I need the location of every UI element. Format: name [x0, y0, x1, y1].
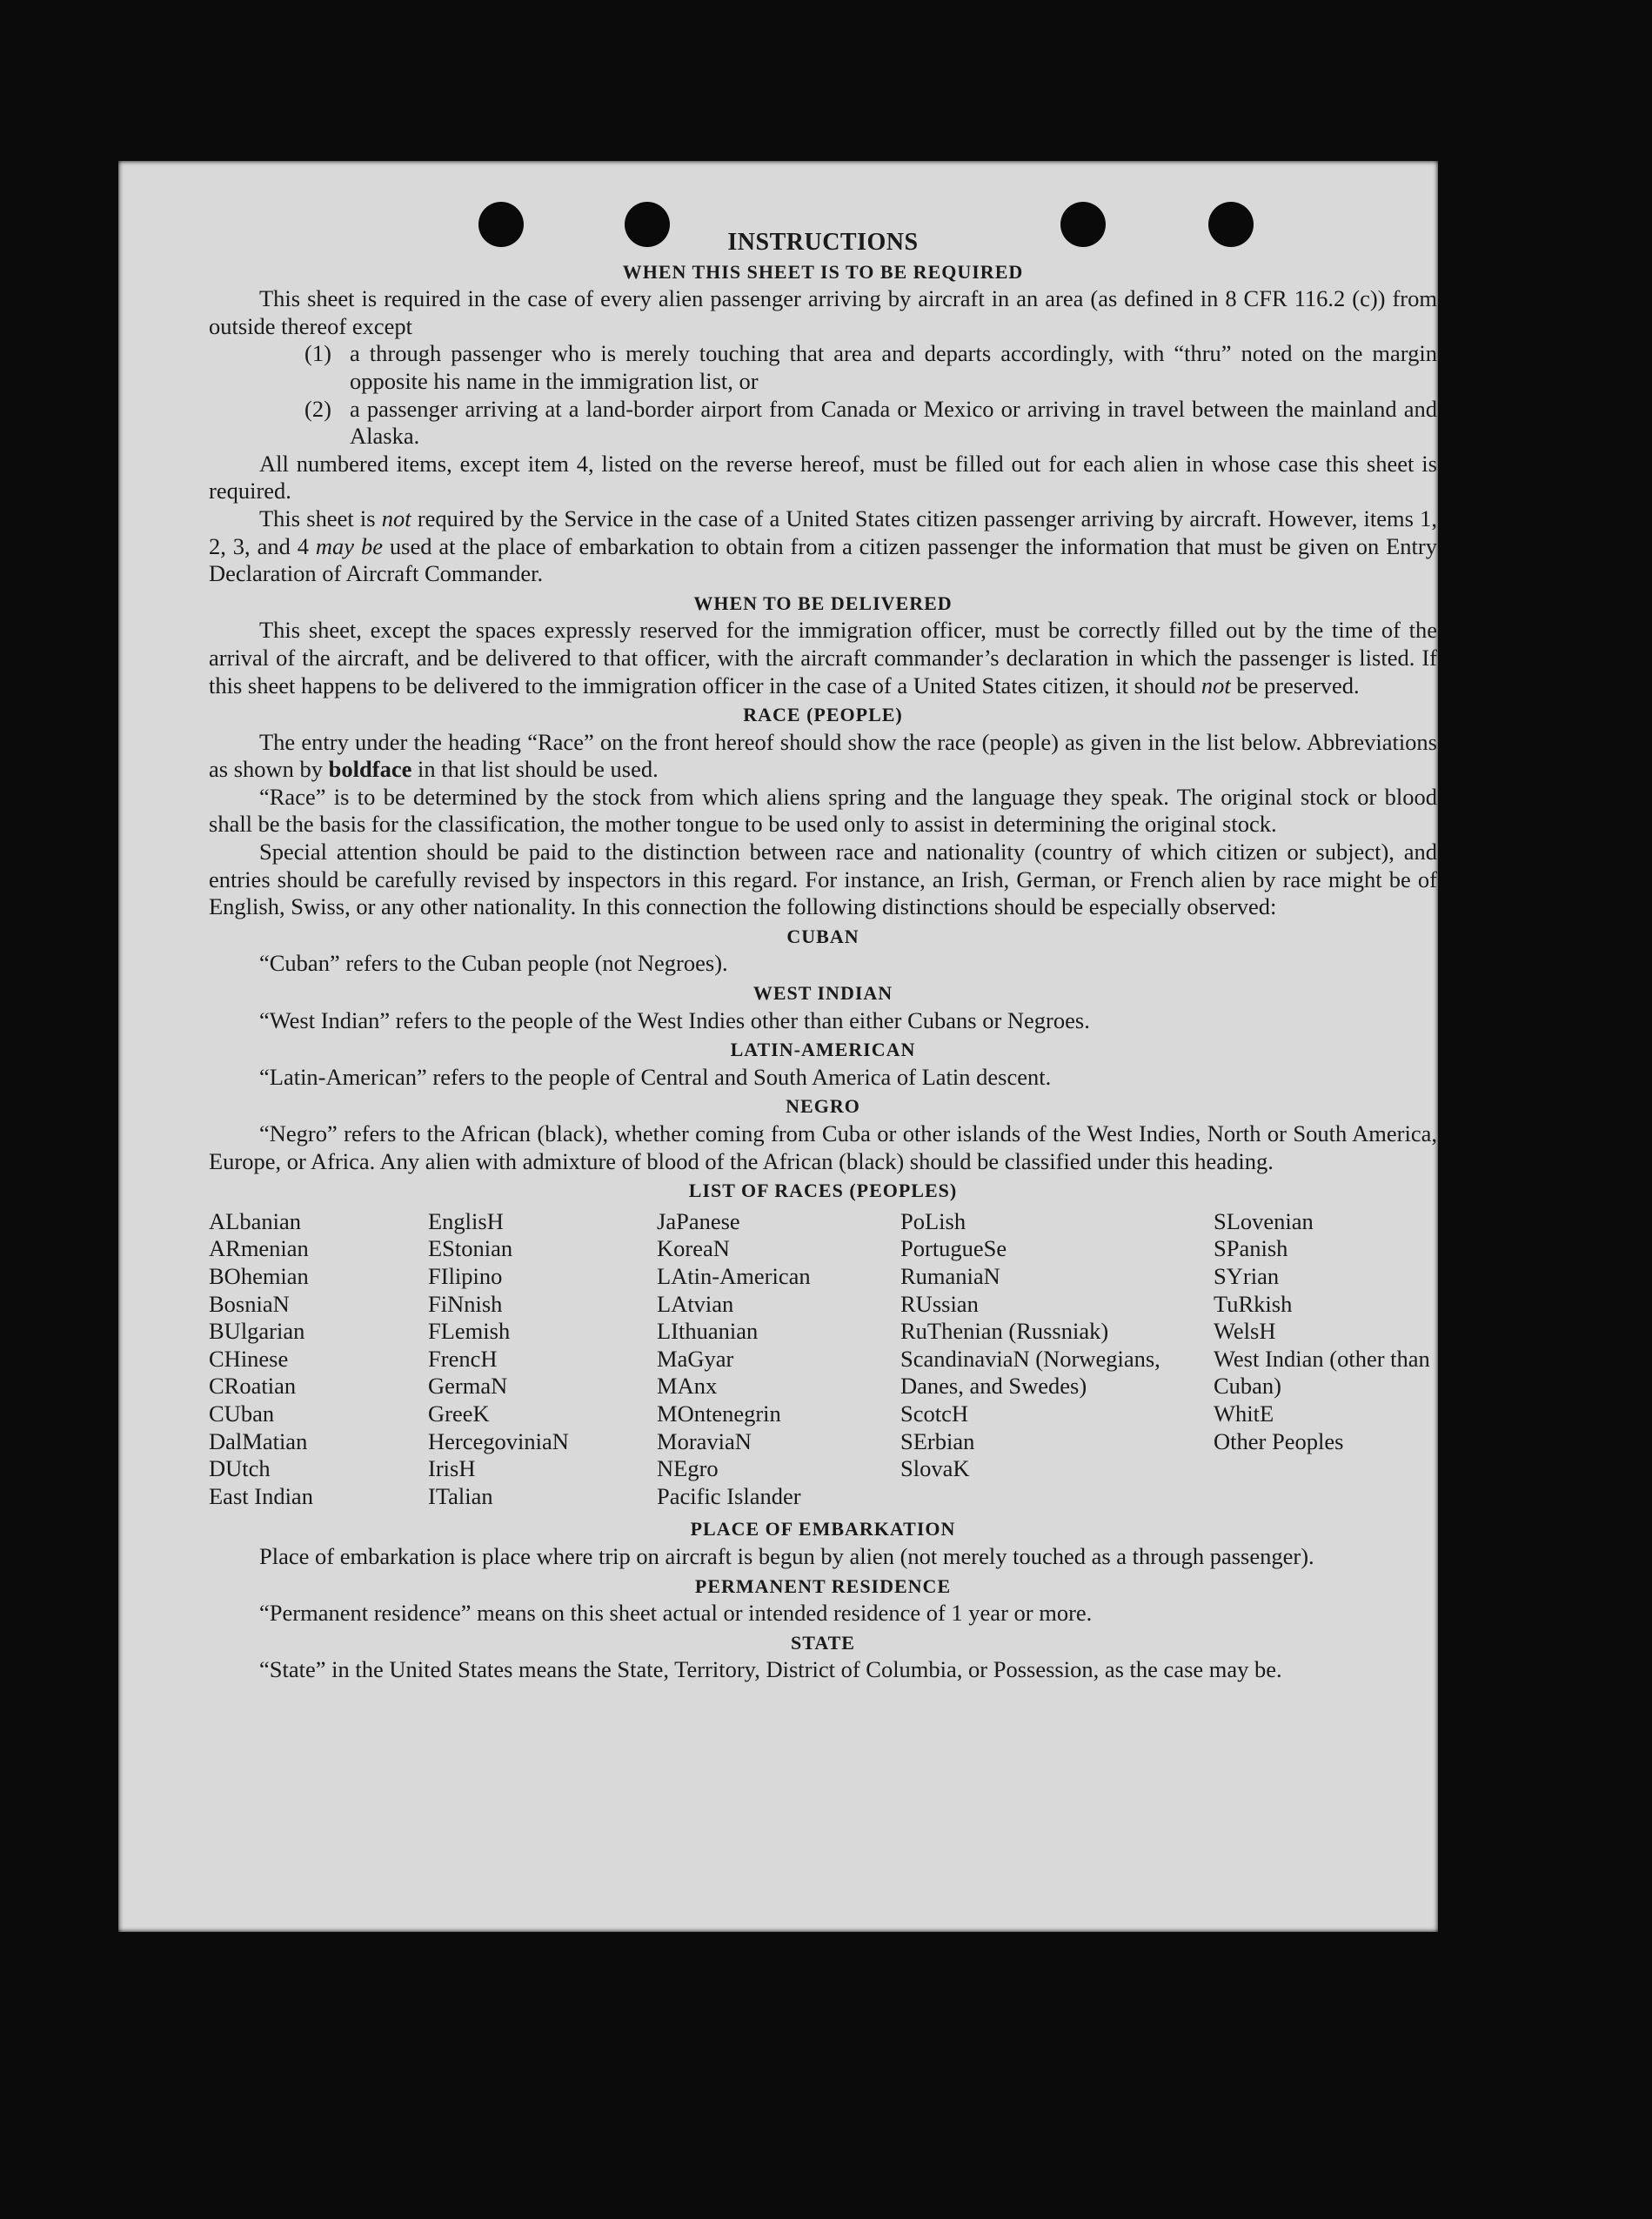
- text-run: used at the place of embarkation to obtain from a citizen passenger the information that must be given on Entry Declaration of Aircraft Commander.: [209, 532, 1437, 587]
- race-item: DUtch: [209, 1455, 271, 1482]
- race-item: PortugueSe: [900, 1235, 1007, 1262]
- race-item: SErbian: [900, 1427, 975, 1454]
- race-item: SYrian: [1214, 1262, 1280, 1289]
- race-item: BUlgarian: [209, 1318, 305, 1345]
- race-item: MOntenegrin: [657, 1400, 781, 1427]
- race-item: KoreaN: [657, 1235, 730, 1262]
- paragraph: This sheet is required in the case of every alien passenger arriving by aircraft in an area (as defined in 8 CFR 116.2 (c)) from outside thereof except: [209, 285, 1437, 339]
- section-heading: RACE (PEOPLE): [743, 704, 903, 726]
- paragraph: “West Indian” refers to the people of the West Indies other than either Cubans or Negroes.: [259, 1006, 1090, 1033]
- race-item: West Indian (other than Cuban): [1214, 1345, 1430, 1400]
- race-item: WelsH: [1214, 1318, 1276, 1345]
- race-item: MoraviaN: [657, 1427, 752, 1454]
- section-heading: LATIN-AMERICAN: [730, 1039, 916, 1061]
- text-run: This sheet is: [259, 505, 382, 531]
- text-run: be preserved.: [1230, 672, 1360, 698]
- race-item: ScotcH: [900, 1400, 969, 1427]
- section-heading: WHEN THIS SHEET IS TO BE REQUIRED: [622, 260, 1024, 283]
- paragraph: All numbered items, except item 4, listed on the reverse hereof, must be filled out for each alien in whose case this sheet is required.: [209, 450, 1437, 505]
- section-heading: PLACE OF EMBARKATION: [690, 1518, 956, 1541]
- paragraph: [209, 729, 1437, 784]
- race-item: LAtin-American: [657, 1262, 811, 1289]
- race-item: FrencH: [428, 1345, 498, 1372]
- paragraph: “Permanent residence” means on this sheet actual or intended residence of 1 year or more.: [259, 1600, 1093, 1627]
- races-column: [428, 1208, 657, 1511]
- races-column: [1214, 1208, 1437, 1511]
- section-heading: WEST INDIAN: [752, 982, 893, 1005]
- race-item: East Indian: [209, 1482, 313, 1509]
- race-item: RumaniaN: [900, 1262, 1000, 1289]
- race-item: GermaN: [428, 1373, 508, 1400]
- paragraph: “State” in the United States means the State, Territory, District of Columbia, or Possession, as the case may be.: [259, 1656, 1282, 1683]
- page-title: INSTRUCTIONS: [727, 229, 919, 256]
- paragraph: Place of embarkation is place where trip on aircraft is begun by alien (not merely touched as a through passenger).: [259, 1542, 1314, 1569]
- race-item: CUban: [209, 1400, 275, 1427]
- race-item: WhitE: [1214, 1400, 1274, 1427]
- race-item: BosniaN: [209, 1290, 290, 1317]
- race-item: PoLish: [900, 1207, 966, 1234]
- document-sheet: [118, 161, 1438, 1932]
- italic-text: not: [381, 505, 411, 531]
- race-item: LAtvian: [657, 1290, 734, 1317]
- italic-text: not: [1201, 672, 1231, 698]
- race-item: DalMatian: [209, 1427, 308, 1454]
- item-text: a through passenger who is merely touching that area and departs accordingly, with “thru” noted on the margin opposite his name in the immigration list, or: [350, 340, 1437, 394]
- race-item: LIthuanian: [657, 1318, 759, 1345]
- race-item: CHinese: [209, 1345, 289, 1372]
- race-item: MaGyar: [657, 1345, 734, 1372]
- race-item: EnglisH: [428, 1207, 504, 1234]
- races-column: [657, 1208, 900, 1511]
- race-item: TuRkish: [1214, 1290, 1293, 1317]
- race-item: RuThenian (Russniak): [900, 1318, 1109, 1345]
- race-item: IrisH: [428, 1455, 476, 1482]
- bold-text: boldface: [328, 756, 412, 783]
- race-item: MAnx: [657, 1373, 718, 1400]
- race-item: ARmenian: [209, 1235, 309, 1262]
- races-list: [209, 1208, 1437, 1511]
- race-item: FiNnish: [428, 1290, 503, 1317]
- race-item: CRoatian: [209, 1373, 297, 1400]
- race-item: Other Peoples: [1214, 1427, 1344, 1454]
- race-item: RUssian: [900, 1290, 979, 1317]
- race-item: JaPanese: [657, 1207, 740, 1234]
- section-heading: STATE: [791, 1631, 855, 1654]
- paragraph: “Race” is to be determined by the stock from which aliens spring and the language they speak. The original stock or blood shall be the basis for the classification, the mother tongue to be used only to assist in determining the original stock.: [209, 783, 1437, 838]
- text-run: required by the Service in the case of a United States citizen passenger arriving by aircraft. However, items 1, 2, 3, and 4: [209, 505, 1437, 559]
- race-item: ITalian: [428, 1482, 493, 1509]
- race-item: FLemish: [428, 1318, 511, 1345]
- paragraph: [209, 617, 1437, 699]
- paragraph: [209, 505, 1437, 588]
- list-item: [209, 340, 1437, 395]
- race-item: GreeK: [428, 1400, 490, 1427]
- item-number: (1): [304, 340, 331, 367]
- list-item: [209, 396, 1437, 451]
- section-heading: NEGRO: [786, 1095, 860, 1118]
- race-item: SLovenian: [1214, 1207, 1314, 1234]
- paragraph: “Cuban” refers to the Cuban people (not Negroes).: [259, 950, 728, 977]
- races-column: [900, 1208, 1214, 1511]
- race-item: ALbanian: [209, 1207, 301, 1234]
- italic-text: may be: [315, 532, 383, 559]
- race-item: SlovaK: [900, 1455, 970, 1482]
- text-run: This sheet, except the spaces expressly reserved for the immigration officer, must be correctly filled out by the time of the arrival of the aircraft, and be delivered to that officer, with the aircraft commander’s declaration in which the passenger is listed. If this sheet happens to be delivered to the immigration officer in the case of a United States citizen, it should: [209, 617, 1437, 698]
- race-item: NEgro: [657, 1455, 719, 1482]
- paragraph: Special attention should be paid to the distinction between race and nationality (country of which citizen or subject), and entries should be carefully revised by inspectors in this regard. For instance, an Irish, German, or French alien by race might be of English, Swiss, or any other nationality. In this connection the following distinctions should be especially observed:: [209, 839, 1437, 920]
- race-item: HercegoviniaN: [428, 1427, 569, 1454]
- race-item: BOhemian: [209, 1262, 309, 1289]
- section-heading: CUBAN: [786, 925, 859, 947]
- race-item: SPanish: [1214, 1235, 1288, 1262]
- item-number: (2): [304, 395, 331, 422]
- race-item: FIlipino: [428, 1262, 503, 1289]
- text-run: in that list should be used.: [411, 756, 659, 783]
- paragraph: “Latin-American” refers to the people of Central and South America of Latin descent.: [259, 1063, 1052, 1090]
- item-text: a passenger arriving at a land-border airport from Canada or Mexico or arriving in travel between the mainland and Alaska.: [350, 395, 1437, 450]
- section-heading: WHEN TO BE DELIVERED: [693, 592, 953, 614]
- paragraph: “Negro” refers to the African (black), whether coming from Cuba or other islands of the West Indies, North or South America, Europe, or Africa. Any alien with admixture of blood of the African (black) should be classified under this heading.: [209, 1120, 1437, 1174]
- race-item: Pacific Islander: [657, 1482, 801, 1509]
- race-item: EStonian: [428, 1235, 513, 1262]
- section-heading: LIST OF RACES (PEOPLES): [688, 1180, 958, 1202]
- races-column: [209, 1208, 428, 1511]
- race-item: ScandinaviaN (Norwegians, Danes, and Swedes): [900, 1345, 1160, 1400]
- text-run: The entry under the heading “Race” on the front hereof should show the race (people) as given in the list below. Abbreviations as shown by: [209, 728, 1437, 783]
- section-heading: PERMANENT RESIDENCE: [694, 1574, 952, 1597]
- instructions-content: [209, 229, 1437, 1684]
